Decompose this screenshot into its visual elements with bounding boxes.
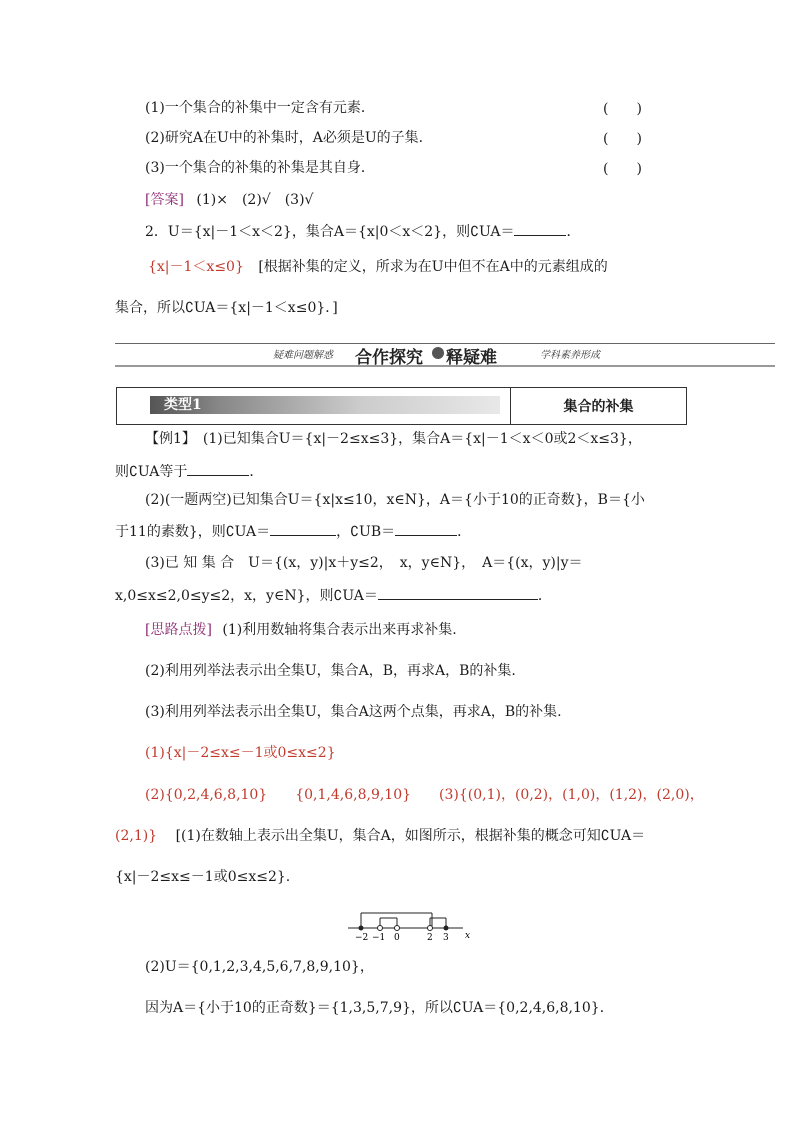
explanation-3: (2)U＝{0,1,2,3,4,5,6,7,8,9,10}， [145, 959, 374, 975]
hint-line-1 [145, 620, 457, 640]
example-1-line-1: 【例1】 (1)已知集合U＝{x|－2≤x≤3}，集合A＝{x|－1＜x＜0或2＜x≤3}， [145, 431, 642, 447]
answer-paren-2: ( ) [603, 131, 642, 147]
axis-label-0: 0 [394, 933, 400, 943]
type-header-box [116, 387, 687, 425]
hint-1: (1)利用数轴将集合表示出来再求补集. [222, 622, 457, 638]
axis-label-neg2: −2 [355, 933, 369, 943]
example-1-line-2-text: 则∁UA等于 [115, 464, 188, 480]
example-2-line-2a: 于11的素数}，则∁UA＝ [115, 524, 271, 540]
axis-var-label: x [465, 931, 471, 941]
example-3-line-2: x,0≤x≤2,0≤y≤2，x，y∈N}，则∁UA＝ ． [115, 585, 552, 606]
point-0 [395, 926, 400, 931]
point-neg1 [378, 926, 383, 931]
question-4-end: ． [566, 224, 581, 240]
example-2-line-2b: ，∁UB＝ [336, 524, 396, 540]
answer-1: (1){x|－2≤x≤－1或0≤x≤2} [145, 745, 336, 761]
blank [514, 221, 566, 236]
question-4-text: 2．U＝{x|－1＜x＜2}，集合A＝{x|0＜x＜2}，则∁UA＝ [145, 224, 515, 240]
type-tag [150, 396, 500, 414]
banner-main-1: 合作探究 [355, 348, 423, 368]
banner-right: 学科素养形成 [540, 350, 600, 361]
banner-left: 疑难问题解惑 [273, 350, 333, 361]
answer-paren-1: ( ) [603, 101, 642, 117]
banner-bullet-icon [432, 347, 444, 359]
question-4 [145, 221, 580, 242]
hint-tag: [思路点拨] [145, 622, 212, 638]
answer-paren-3: ( ) [603, 161, 642, 177]
answer-tag: [答案] [145, 192, 184, 208]
answer-3-line [115, 826, 645, 846]
banner-main-2: 释疑难 [446, 348, 497, 368]
question-1: (1)一个集合的补集中一定含有元素． [145, 100, 375, 116]
point-2 [428, 926, 433, 931]
banner-rule-bottom [115, 365, 775, 367]
blank [270, 521, 336, 536]
type-tag-label: 类型1 [164, 397, 202, 413]
explanation-4: 因为A＝{小于10的正奇数}＝{1,3,5,7,9}，所以∁UA＝{0,2,4,6,8,10}． [145, 1000, 614, 1016]
type-title: 集合的补集 [563, 399, 634, 415]
question-3: (3)一个集合的补集的补集是其自身． [145, 160, 375, 176]
blank [187, 461, 249, 476]
explanation-1: [(1)在数轴上表示出全集U，集合A，如图所示，根据补集的概念可知∁UA＝ [175, 828, 646, 844]
axis-label-3: 3 [443, 933, 449, 943]
hint-2: (2)利用列举法表示出全集U，集合A，B，再求A，B的补集. [145, 663, 516, 679]
axis-label-2: 2 [427, 933, 433, 943]
question-4-answer-line [148, 257, 608, 277]
answer-text: (1)× (2)√ (3)√ [196, 192, 314, 208]
example-1-line-2: 则∁UA等于 ． [115, 461, 263, 482]
answer-line [145, 190, 313, 210]
question-4-explanation-1: [根据补集的定义，所求为在U中但不在A中的元素组成的 [258, 259, 608, 275]
example-3-line-1: (3)已 知 集 合 U＝{(x，y)|x＋y≤2， x，y∈N}， A＝{(x，y)|y＝ [145, 555, 583, 571]
question-4-explanation-2: 集合，所以∁UA＝{x|－1＜x≤0}．] [115, 300, 338, 316]
axis-label-neg1: −1 [372, 933, 386, 943]
section-banner [115, 343, 775, 367]
example-3-line-2-text: x,0≤x≤2,0≤y≤2，x，y∈N}，则∁UA＝ [115, 588, 378, 604]
example-2-line-2: 于11的素数}，则∁UA＝ ，∁UB＝ ． [115, 521, 471, 542]
answer-3: (2,1)} [115, 828, 158, 844]
banner-rule-top [115, 343, 775, 344]
blank [395, 521, 457, 536]
number-line-figure [345, 905, 475, 943]
point-neg2 [359, 926, 364, 931]
hint-3: (3)利用列举法表示出全集U，集合A这两个点集，再求A，B的补集. [145, 704, 562, 720]
explanation-2: {x|－2≤x≤－1或0≤x≤2}. [115, 869, 291, 885]
question-2: (2)研究A在U中的补集时，A必须是U的子集． [145, 130, 433, 146]
question-4-answer: {x|－1＜x≤0} [148, 259, 244, 275]
point-3 [444, 926, 449, 931]
blank [378, 585, 538, 600]
answer-2: (2){0,2,4,6,8,10} {0,1,4,6,8,9,10} (3){(0,1)，(0,2)，(1,0)，(1,2)，(2,0)， [145, 787, 704, 803]
example-2-line-1: (2)(一题两空)已知集合U＝{x|x≤10，x∈N}，A＝{小于10的正奇数}，B＝{小 [145, 492, 645, 508]
